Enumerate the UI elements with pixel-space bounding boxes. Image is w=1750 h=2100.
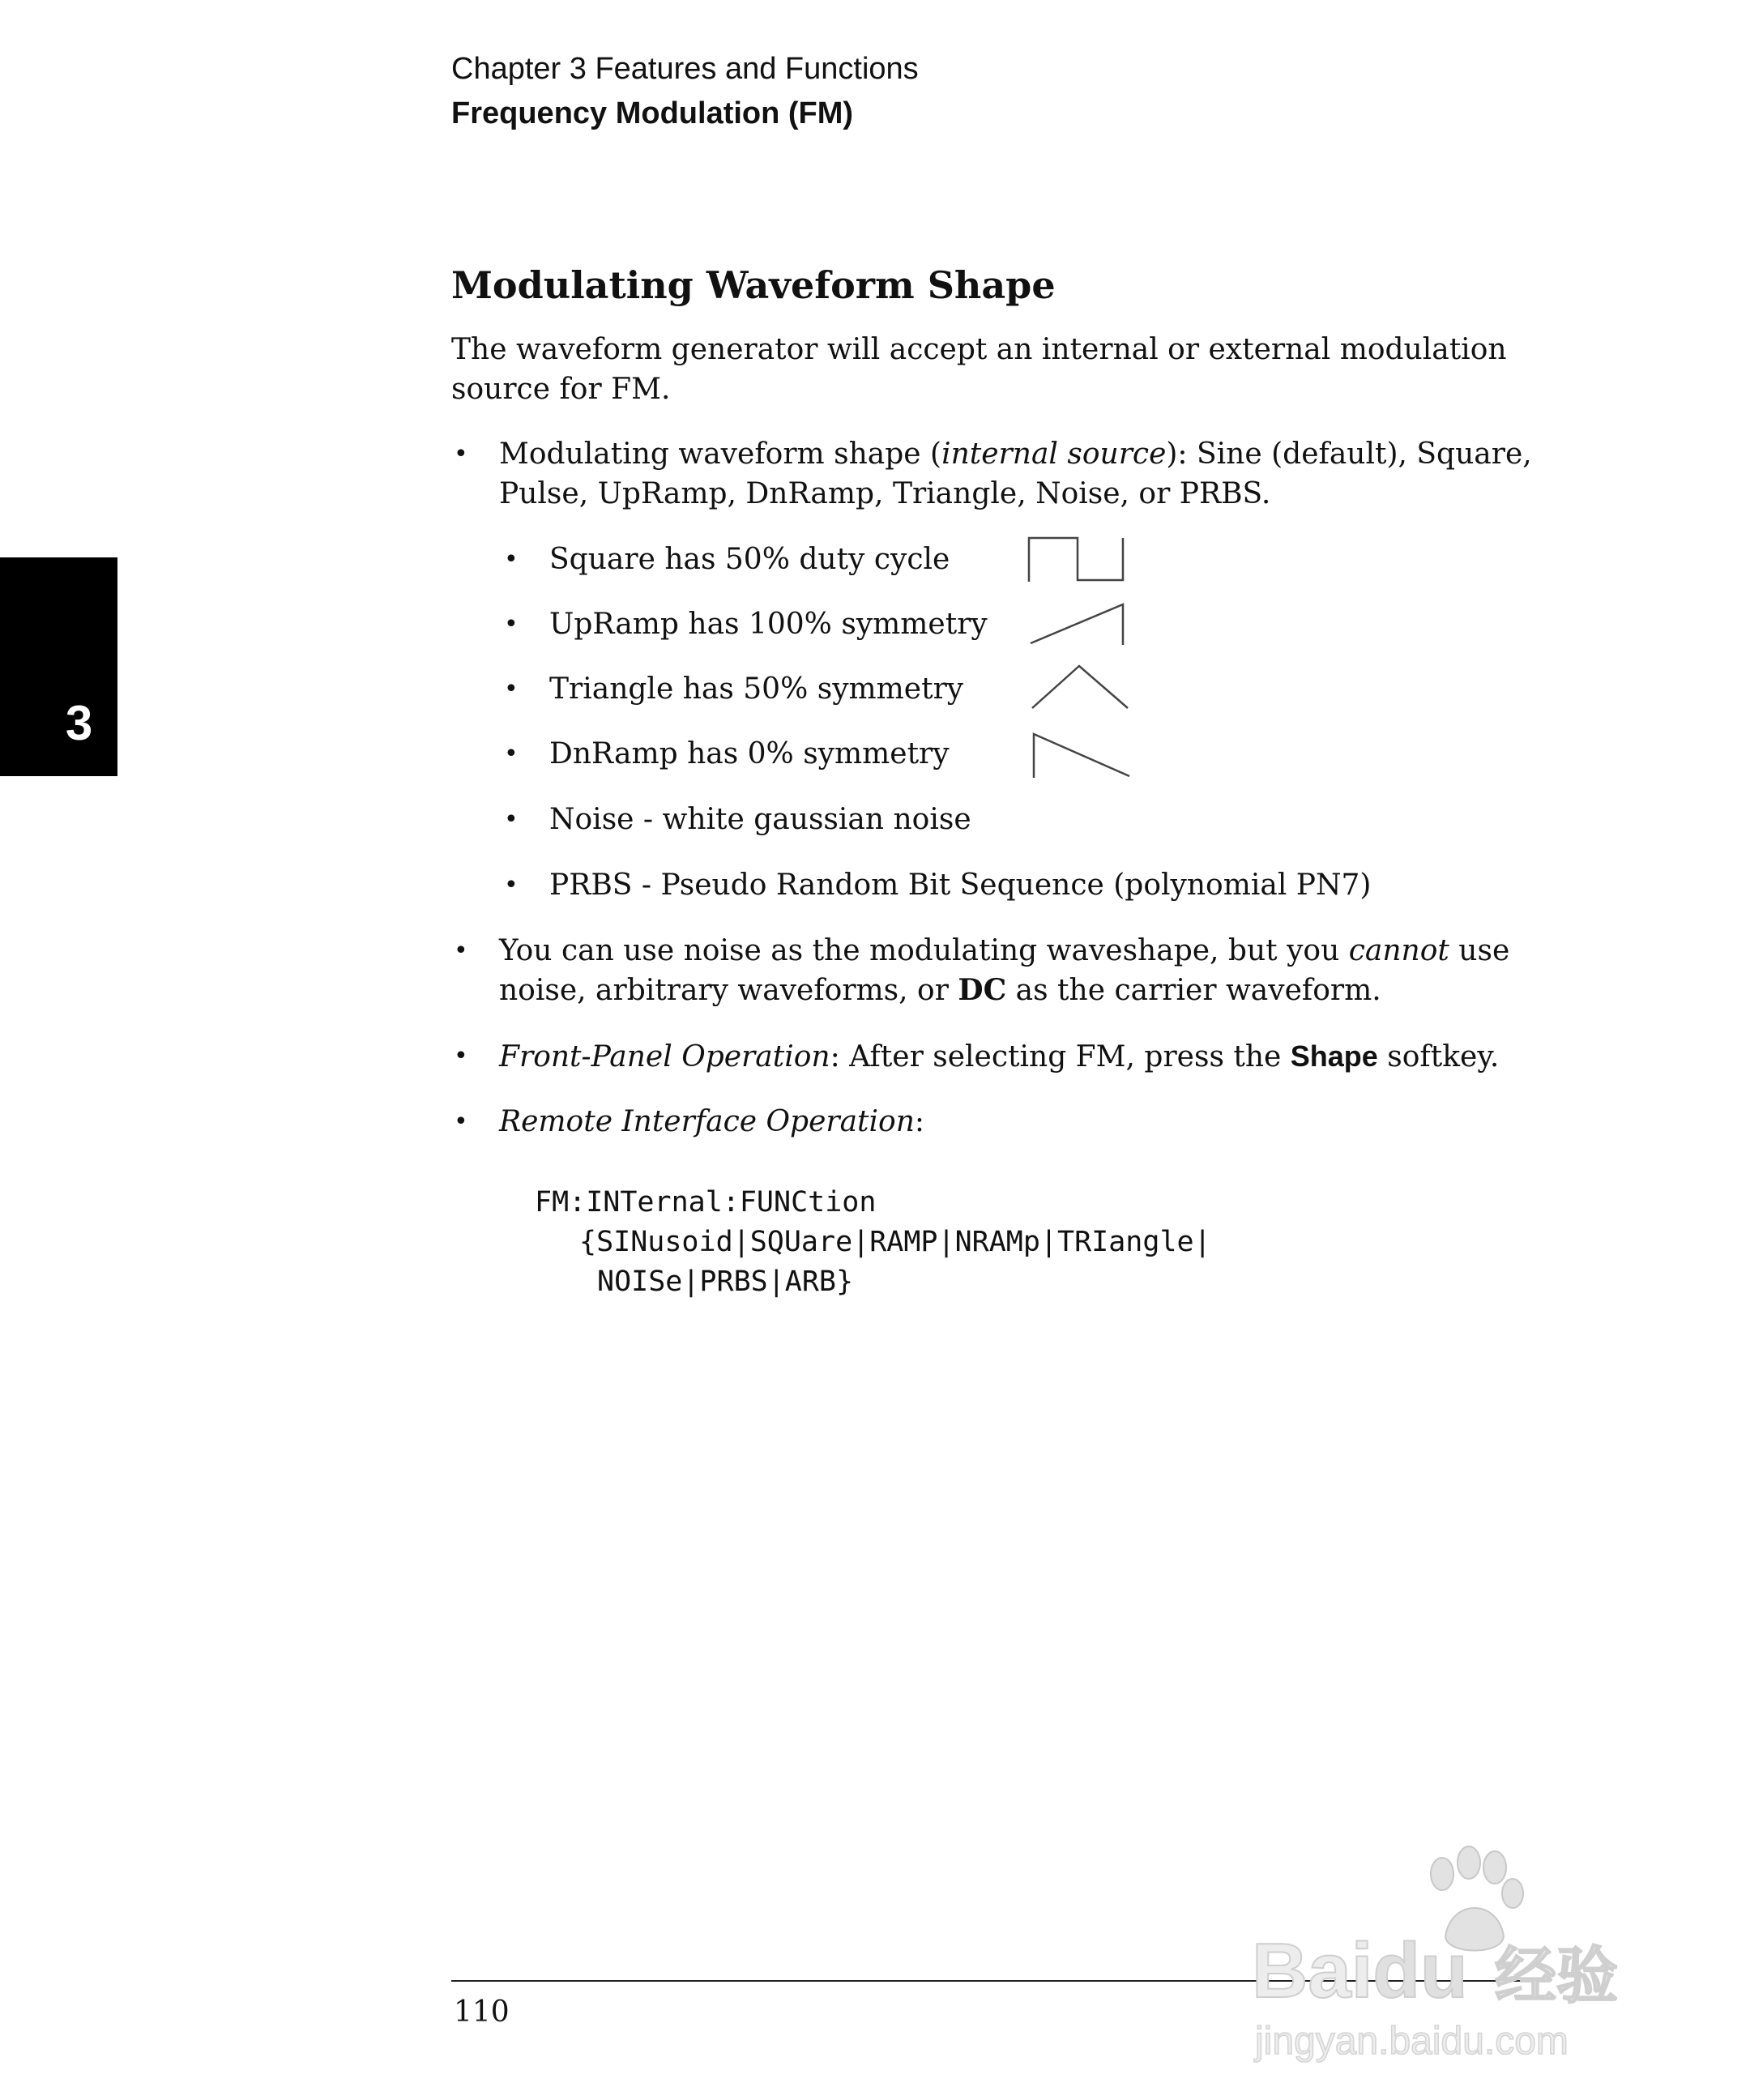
noise-bullet-text: You can use noise as the modulating waveshape, but you xyxy=(499,934,1349,967)
bullet-marker: • xyxy=(454,1042,468,1070)
sub-bullet-noise: Noise - white gaussian noise xyxy=(549,803,971,836)
sub-bullet-square: Square has 50% duty cycle xyxy=(549,543,950,576)
shape-bullet-line-1 xyxy=(499,434,1532,474)
chapter-tab-number: 3 xyxy=(65,696,93,750)
sub-bullet-marker: • xyxy=(504,871,519,899)
shape-bullet-text: ): Sine (default), Square, xyxy=(1166,438,1532,471)
sub-bullet-prbs: PRBS - Pseudo Random Bit Sequence (polynomial PN7) xyxy=(549,869,1372,902)
shape-bullet-line-2: Pulse, UpRamp, DnRamp, Triangle, Noise, or PRBS. xyxy=(499,477,1271,510)
shape-softkey-label: Shape xyxy=(1290,1039,1378,1073)
shape-bullet-text: Modulating waveform shape ( xyxy=(499,438,942,471)
square-wave-icon xyxy=(1027,535,1129,583)
sub-bullet-marker: • xyxy=(504,740,519,768)
remote-heading: Remote Interface Operation xyxy=(499,1105,915,1138)
noise-bullet-text: noise, arbitrary waveforms, or xyxy=(499,974,958,1007)
noise-bullet-italic: cannot xyxy=(1348,934,1449,967)
remote-text: : xyxy=(914,1105,925,1138)
running-header-section: Frequency Modulation (FM) xyxy=(451,96,854,130)
intro-line-2: source for FM. xyxy=(451,373,671,406)
noise-bullet-bold: DC xyxy=(958,973,1007,1007)
svg-text:jingyan.baidu.com: jingyan.baidu.com xyxy=(1255,2020,1569,2063)
front-panel-text: softkey. xyxy=(1377,1040,1500,1073)
scpi-command-line-2: {SINusoid|SQUare|RAMP|NRAMp|TRIangle| xyxy=(579,1226,1211,1258)
sub-bullet-triangle: Triangle has 50% symmetry xyxy=(549,672,964,706)
shape-bullet-italic: internal source xyxy=(941,438,1167,471)
section-title: Modulating Waveform Shape xyxy=(451,263,1056,307)
sub-bullet-upramp: UpRamp has 100% symmetry xyxy=(549,608,988,641)
triangle-wave-icon xyxy=(1029,663,1134,711)
sub-bullet-marker: • xyxy=(504,545,519,574)
bullet-marker: • xyxy=(454,937,468,965)
svg-text:经验: 经验 xyxy=(1495,1940,1618,2012)
running-header-chapter: Chapter 3 Features and Functions xyxy=(451,52,919,86)
bullet-marker: • xyxy=(454,1108,468,1136)
page-number: 110 xyxy=(454,1995,510,2029)
noise-bullet-line-1 xyxy=(499,931,1509,971)
baidu-watermark-logo xyxy=(1252,1835,1673,2070)
svg-text:Baidu: Baidu xyxy=(1252,1927,1468,2014)
noise-bullet-line-2 xyxy=(499,971,1381,1010)
sub-bullet-marker: • xyxy=(504,610,519,638)
intro-line-1: The waveform generator will accept an internal or external modulation xyxy=(451,333,1507,366)
upramp-wave-icon xyxy=(1027,600,1129,648)
noise-bullet-text: as the carrier waveform. xyxy=(1006,974,1381,1007)
scpi-command-line-3: NOISe|PRBS|ARB} xyxy=(597,1266,854,1298)
sub-bullet-marker: • xyxy=(504,805,519,834)
dnramp-wave-icon xyxy=(1031,729,1136,781)
front-panel-text: : After selecting FM, press the xyxy=(830,1040,1291,1073)
sub-bullet-marker: • xyxy=(504,675,519,703)
scpi-command-line-1: FM:INTernal:FUNCtion xyxy=(535,1186,877,1219)
remote-bullet xyxy=(499,1102,924,1142)
sub-bullet-dnramp: DnRamp has 0% symmetry xyxy=(549,737,950,770)
front-panel-bullet xyxy=(499,1036,1499,1077)
noise-bullet-text: use xyxy=(1449,934,1510,967)
bullet-marker: • xyxy=(454,440,468,468)
front-panel-heading: Front-Panel Operation xyxy=(499,1040,830,1073)
